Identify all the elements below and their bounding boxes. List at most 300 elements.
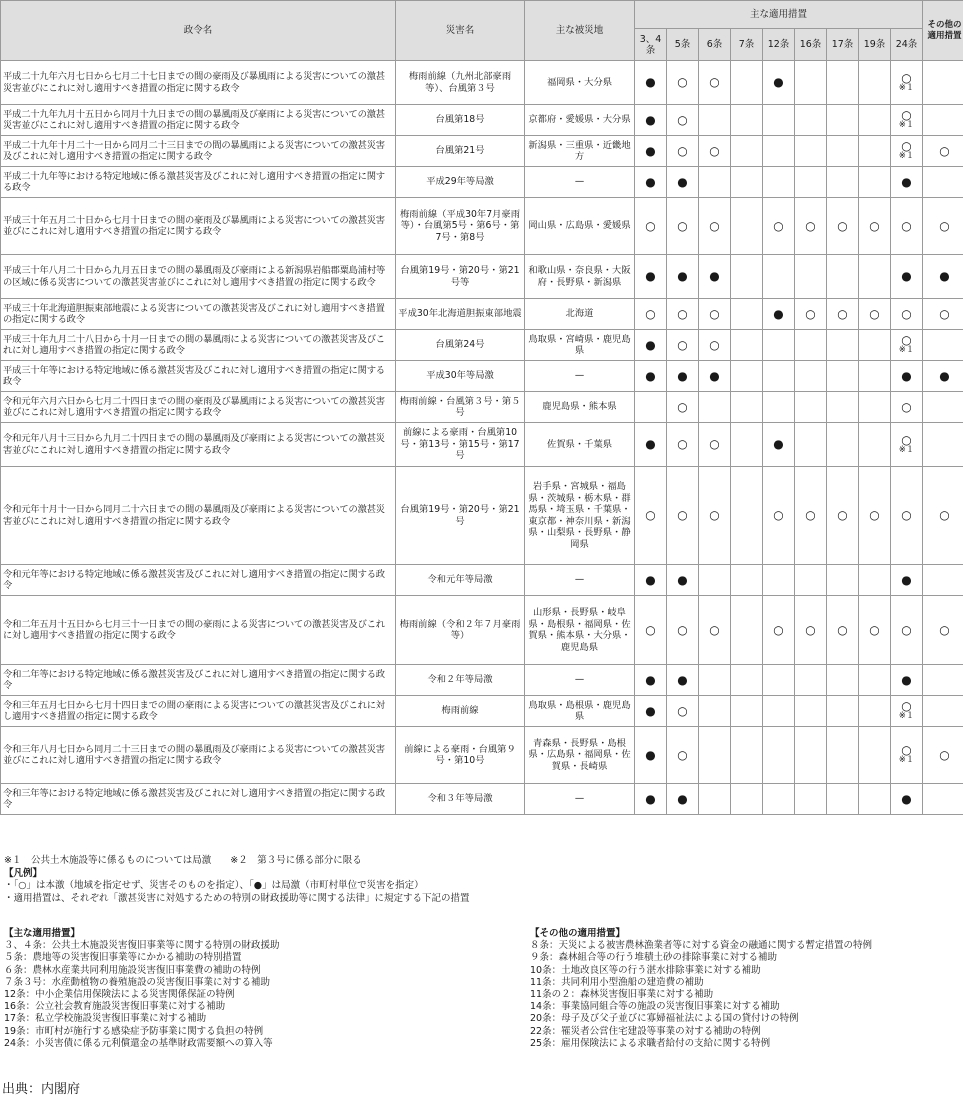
measure-symbol: ● <box>645 437 656 451</box>
measure-symbol: ○ <box>773 218 784 233</box>
measure-symbol: ● <box>677 174 688 189</box>
measure-mark <box>731 392 763 423</box>
header-article: 3、4条 <box>635 29 667 61</box>
measure-mark <box>763 105 795 136</box>
measure-symbol: ● <box>645 143 656 158</box>
measure-mark <box>667 565 699 596</box>
measure-symbol: ○ <box>901 108 912 122</box>
ordinance-name: 平成二十九年九月十五日から同月十九日までの間の暴風雨及び豪雨による災害についての激甚災害並びにこれに対し適用すべき措置の指定に関する政令 <box>1 105 396 136</box>
measure-mark <box>891 596 923 665</box>
main-measures-list <box>4 928 280 1050</box>
measure-note: ※１ <box>898 444 915 455</box>
affected-area: 佐賀県・千葉県 <box>525 423 635 467</box>
ordinance-name: 令和元年六月六日から七月二十四日までの間の豪雨及び暴風雨による災害についての激甚災害並びにこれに対し適用すべき措置の指定に関する政令 <box>1 392 396 423</box>
measure-mark <box>667 330 699 361</box>
measure-note: ※１ <box>898 82 915 93</box>
affected-area: 鳥取県・島根県・鹿児島県 <box>525 696 635 727</box>
measure-mark <box>699 727 731 784</box>
measure-mark <box>635 361 667 392</box>
ordinance-name: 平成三十年五月二十日から七月十日までの間の豪雨及び暴風雨による災害についての激甚災害並びにこれに対し適用すべき措置の指定に関する政令 <box>1 198 396 255</box>
measure-mark <box>891 105 923 136</box>
measure-mark <box>891 565 923 596</box>
measure-mark <box>731 136 763 167</box>
main-measures-title: 【主な適用措置】 <box>4 928 81 939</box>
disaster-name: 平成29年等局激 <box>396 167 525 198</box>
measure-mark <box>635 565 667 596</box>
measure-mark <box>635 392 667 423</box>
header-main-measures: 主な適用措置 <box>635 1 923 29</box>
measure-symbol: ● <box>645 269 656 283</box>
measure-item: 24条：小災害債に係る元利償還金の基準財政需要額への算入等 <box>4 1037 273 1049</box>
affected-area: 鹿児島県・熊本県 <box>525 392 635 423</box>
measure-mark <box>635 727 667 784</box>
measure-mark <box>667 423 699 467</box>
measure-note: ※１ <box>898 755 915 765</box>
header-article: 5条 <box>667 29 699 61</box>
disaster-name: 令和３年等局激 <box>396 784 525 815</box>
measure-mark <box>827 136 859 167</box>
measure-symbol: ● <box>901 174 912 189</box>
measure-mark <box>731 596 763 665</box>
other-measure-mark <box>923 467 963 565</box>
measure-symbol: ● <box>901 269 912 283</box>
measure-symbol: ○ <box>677 399 688 414</box>
measure-mark <box>763 665 795 696</box>
ordinance-name: 令和三年八月七日から同月二十三日までの間の暴風雨及び豪雨による災害についての激甚災害並びにこれに対し適用すべき措置の指定に関する政令 <box>1 727 396 784</box>
measure-mark <box>891 330 923 361</box>
disaster-name: 前線による豪雨・台風第９号・第10号 <box>396 727 525 784</box>
table-body <box>1 61 963 815</box>
measure-item: ９条：森林組合等の行う堆積土砂の排除事業に対する補助 <box>530 952 778 964</box>
measure-symbol: ● <box>645 112 656 127</box>
disaster-name: 台風第21号 <box>396 136 525 167</box>
measure-mark <box>635 467 667 565</box>
measure-mark <box>827 727 859 784</box>
measure-symbol: ○ <box>901 508 912 522</box>
other-measure-mark <box>923 596 963 665</box>
measure-symbol: ○ <box>901 333 912 347</box>
measure-symbol: ○ <box>645 218 656 233</box>
disaster-name: 梅雨前線 <box>396 696 525 727</box>
other-measure-mark <box>923 665 963 696</box>
header-article: 12条 <box>763 29 795 61</box>
measure-symbol: ○ <box>677 622 688 637</box>
measure-mark <box>891 198 923 255</box>
measure-symbol: ○ <box>901 699 912 713</box>
measure-mark <box>859 105 891 136</box>
measure-mark <box>731 361 763 392</box>
measure-mark <box>731 61 763 105</box>
measure-mark <box>795 727 827 784</box>
measure-item: 14条：事業協同組合等の施設の災害復旧事業に対する補助 <box>530 1001 780 1013</box>
header-article: 7条 <box>731 29 763 61</box>
measure-symbol: ○ <box>677 112 688 127</box>
measure-symbol: ● <box>645 75 656 89</box>
measure-item: 17条：私立学校施設災害復旧事業に対する補助 <box>4 1013 207 1025</box>
measure-mark <box>667 198 699 255</box>
measure-mark <box>667 784 699 815</box>
measure-mark <box>859 361 891 392</box>
measure-mark <box>635 596 667 665</box>
measure-mark <box>731 665 763 696</box>
table-row <box>1 423 963 467</box>
table-row <box>1 61 963 105</box>
other-measure-mark <box>923 167 963 198</box>
measure-symbol: ○ <box>837 306 848 321</box>
measure-mark <box>731 198 763 255</box>
measure-mark <box>635 167 667 198</box>
measure-symbol: ● <box>901 368 912 383</box>
measure-item: 22条：罹災者公営住宅建設等事業の対する補助の特例 <box>530 1025 761 1037</box>
measure-symbol: ○ <box>869 218 880 233</box>
table-row <box>1 105 963 136</box>
measure-mark <box>859 596 891 665</box>
other-measure-mark <box>923 361 963 392</box>
measure-mark <box>635 255 667 299</box>
measure-mark <box>731 467 763 565</box>
other-measure-mark <box>923 784 963 815</box>
ordinance-name: 令和三年等における特定地域に係る激甚災害及びこれに対し適用すべき措置の指定に関する政令 <box>1 784 396 815</box>
measure-symbol: ● <box>709 368 720 383</box>
disaster-name: 台風第19号・第20号・第21号 <box>396 467 525 565</box>
measure-mark <box>699 665 731 696</box>
measure-mark <box>859 727 891 784</box>
measure-item: 19条：市町村が施行する感染症予防事業に関する負担の特例 <box>4 1025 264 1037</box>
disaster-name: 令和元年等局激 <box>396 565 525 596</box>
measure-mark <box>699 784 731 815</box>
measure-item: 25条：雇用保険法による求職者給付の支給に関する特例 <box>530 1037 771 1049</box>
measure-item: ５条：農地等の災害復旧事業等にかかる補助の特別措置 <box>4 952 242 964</box>
measure-symbol: ● <box>645 791 656 806</box>
measure-mark <box>731 696 763 727</box>
measure-item: 16条：公立社会教育施設災害復旧事業に対する補助 <box>4 1001 226 1013</box>
measure-mark <box>763 565 795 596</box>
measure-mark <box>667 596 699 665</box>
measure-mark <box>827 299 859 330</box>
measure-mark <box>731 727 763 784</box>
disaster-name: 令和２年等局激 <box>396 665 525 696</box>
measure-symbol: ○ <box>677 306 688 321</box>
measure-symbol: ○ <box>901 139 912 153</box>
measure-symbol: ○ <box>645 622 656 637</box>
measure-symbol: ○ <box>901 622 912 637</box>
affected-area: 岩手県・宮城県・福島県・茨城県・栃木県・群馬県・埼玉県・千葉県・東京都・神奈川県・新潟県・山梨県・長野県・静岡県 <box>525 467 635 565</box>
measure-mark <box>891 727 923 784</box>
measure-symbol: ● <box>677 791 688 806</box>
measure-symbol: ● <box>677 572 688 587</box>
measure-mark <box>667 467 699 565</box>
measure-mark <box>699 596 731 665</box>
measure-mark <box>891 167 923 198</box>
measure-symbol: ○ <box>939 306 950 321</box>
other-measure-mark <box>923 105 963 136</box>
measure-note: ※１ <box>898 151 915 161</box>
measure-mark <box>827 596 859 665</box>
other-measure-mark <box>923 61 963 105</box>
measure-mark <box>763 61 795 105</box>
table-row <box>1 330 963 361</box>
header-article: 6条 <box>699 29 731 61</box>
table-row <box>1 665 963 696</box>
measure-symbol: ○ <box>901 218 912 233</box>
affected-area: 山形県・長野県・岐阜県・島根県・福岡県・佐賀県・熊本県・大分県・鹿児島県 <box>525 596 635 665</box>
table-row <box>1 136 963 167</box>
legend-item: ・「○」は本激（地域を指定せず、災害そのものを指定）、「●」は局激（市町村単位で災害を指定） <box>4 880 424 891</box>
affected-area: — <box>525 167 635 198</box>
disaster-name: 平成30年北海道胆振東部地震 <box>396 299 525 330</box>
measure-mark <box>859 330 891 361</box>
measure-mark <box>699 565 731 596</box>
affected-area: 岡山県・広島県・愛媛県 <box>525 198 635 255</box>
measure-mark <box>827 198 859 255</box>
measure-item: ３、４条：公共土木施設災害復旧事業等に関する特別の財政援助 <box>4 940 280 952</box>
measure-mark <box>827 167 859 198</box>
affected-area: 和歌山県・奈良県・大阪府・長野県・新潟県 <box>525 255 635 299</box>
measure-mark <box>763 330 795 361</box>
measure-mark <box>763 136 795 167</box>
measure-mark <box>827 105 859 136</box>
ordinance-name: 令和二年等における特定地域に係る激甚災害及びこれに対し適用すべき措置の指定に関する政令 <box>1 665 396 696</box>
other-measures-list <box>530 928 872 1050</box>
measure-mark <box>699 361 731 392</box>
measure-symbol: ○ <box>837 218 848 233</box>
measure-mark <box>635 330 667 361</box>
measure-item: 11条の２：森林災害復旧事業に対する補助 <box>530 989 714 1001</box>
measure-symbol: ● <box>939 269 950 283</box>
measure-mark <box>763 361 795 392</box>
table-row <box>1 255 963 299</box>
measure-mark <box>763 167 795 198</box>
measure-mark <box>795 423 827 467</box>
measure-symbol: ● <box>709 269 720 283</box>
measure-mark <box>763 392 795 423</box>
measure-mark <box>763 255 795 299</box>
other-measure-mark <box>923 423 963 467</box>
measure-mark <box>731 167 763 198</box>
measure-mark <box>699 255 731 299</box>
measure-mark <box>859 423 891 467</box>
measure-symbol: ○ <box>677 337 688 352</box>
measure-symbol: ● <box>901 791 912 806</box>
ordinance-name: 平成三十年北海道胆振東部地震による災害についての激甚災害及びこれに対し適用すべき措置の指定に関する政令 <box>1 299 396 330</box>
measure-mark <box>635 198 667 255</box>
measure-mark <box>795 565 827 596</box>
measure-mark <box>795 330 827 361</box>
affected-area: — <box>525 361 635 392</box>
measure-symbol: ○ <box>939 747 950 762</box>
measure-mark <box>859 61 891 105</box>
measure-mark <box>891 361 923 392</box>
measure-mark <box>827 361 859 392</box>
measure-mark <box>763 423 795 467</box>
measure-symbol: ○ <box>709 508 720 522</box>
other-measure-mark <box>923 255 963 299</box>
measure-mark <box>827 392 859 423</box>
ordinance-name: 平成三十年九月二十八日から十月一日までの間の暴風雨による災害についての激甚災害及びこれに対し適用すべき措置の指定に関する政令 <box>1 330 396 361</box>
table-row <box>1 361 963 392</box>
measure-mark <box>827 255 859 299</box>
measure-mark <box>859 136 891 167</box>
measure-symbol: ○ <box>677 75 688 89</box>
measure-mark <box>763 198 795 255</box>
measure-symbol: ● <box>939 368 950 383</box>
measure-mark <box>667 696 699 727</box>
measure-mark <box>859 167 891 198</box>
measure-item: ７条３号：水産動植物の養殖施設の災害復旧事業に対する補助 <box>4 976 271 988</box>
measure-mark <box>795 392 827 423</box>
measure-symbol: ○ <box>805 622 816 637</box>
measure-mark <box>731 255 763 299</box>
disaster-name: 梅雨前線・台風第３号・第５号 <box>396 392 525 423</box>
other-measure-mark <box>923 330 963 361</box>
header-article: 19条 <box>859 29 891 61</box>
measure-mark <box>763 696 795 727</box>
measure-mark <box>699 105 731 136</box>
measure-symbol: ○ <box>939 622 950 637</box>
measure-symbol: ● <box>773 75 784 89</box>
measure-mark <box>795 361 827 392</box>
measure-mark <box>699 467 731 565</box>
measure-symbol: ○ <box>677 437 688 451</box>
table-row <box>1 565 963 596</box>
measure-mark <box>891 255 923 299</box>
table-row <box>1 167 963 198</box>
measure-mark <box>763 467 795 565</box>
measure-mark <box>859 299 891 330</box>
measure-item: ８条：天災による被害農林漁業者等に対する資金の融通に関する暫定措置の特例 <box>530 940 873 952</box>
measure-symbol: ○ <box>773 622 784 637</box>
other-measure-mark <box>923 136 963 167</box>
affected-area: 京都府・愛媛県・大分県 <box>525 105 635 136</box>
measure-mark <box>859 665 891 696</box>
header-name: 政令名 <box>1 1 396 61</box>
legend-item: ・適用措置は、それぞれ「激甚災害に対処するための特別の財政援助等に関する法律」に規定する下記の措置 <box>4 892 470 904</box>
measure-symbol: ○ <box>837 508 848 522</box>
measure-symbol: ○ <box>869 306 880 321</box>
measure-note: ※１ <box>898 120 915 130</box>
measure-symbol: ● <box>645 672 656 687</box>
header-disaster: 災害名 <box>396 1 525 61</box>
measure-mark <box>699 167 731 198</box>
table-row <box>1 392 963 423</box>
measure-symbol: ● <box>677 368 688 383</box>
measure-mark <box>795 467 827 565</box>
header-article: 16条 <box>795 29 827 61</box>
measure-mark <box>731 105 763 136</box>
measure-symbol: ● <box>645 368 656 383</box>
measure-mark <box>795 784 827 815</box>
measure-symbol: ○ <box>939 508 950 522</box>
measure-symbol: ○ <box>709 437 720 451</box>
measure-mark <box>795 596 827 665</box>
measure-symbol: ○ <box>677 143 688 158</box>
disaster-name: 台風第19号・第20号・第21号等 <box>396 255 525 299</box>
measure-item: 12条：中小企業信用保険法による災害関係保証の特例 <box>4 989 235 1001</box>
measure-mark <box>859 565 891 596</box>
measure-mark <box>667 727 699 784</box>
header-article: 24条 <box>891 29 923 61</box>
affected-area: 新潟県・三重県・近畿地方 <box>525 136 635 167</box>
measure-symbol: ● <box>645 572 656 587</box>
measure-mark <box>795 136 827 167</box>
measure-mark <box>699 696 731 727</box>
measure-mark <box>859 696 891 727</box>
ordinance-name: 令和三年五月七日から七月十四日までの間の豪雨による災害についての激甚災害及びこれに対し適用すべき措置の指定に関する政令 <box>1 696 396 727</box>
disaster-name: 平成30年等局激 <box>396 361 525 392</box>
measure-mark <box>667 167 699 198</box>
measure-symbol: ○ <box>709 306 720 321</box>
measure-mark <box>731 299 763 330</box>
measure-mark <box>827 330 859 361</box>
measure-mark <box>635 136 667 167</box>
measure-symbol: ● <box>645 703 656 718</box>
other-measure-mark <box>923 299 963 330</box>
measure-symbol: ● <box>645 747 656 762</box>
measure-note: ※１ <box>898 711 915 721</box>
measure-mark <box>635 61 667 105</box>
measure-mark <box>731 565 763 596</box>
measure-mark <box>763 727 795 784</box>
measure-mark <box>827 665 859 696</box>
measure-mark <box>763 596 795 665</box>
legend-title: 【凡例】 <box>4 867 43 879</box>
measure-mark <box>891 392 923 423</box>
measure-mark <box>699 299 731 330</box>
measure-mark <box>763 299 795 330</box>
ordinance-name: 令和元年八月十三日から九月二十四日までの間の暴風雨及び豪雨による災害についての激甚災害並びにこれに対し適用すべき措置の指定に関する政令 <box>1 423 396 467</box>
measure-item: ６条：農林水産業共同利用施設災害復旧事業費の補助の特例 <box>4 964 261 976</box>
measure-symbol: ● <box>677 269 688 283</box>
measure-note: ※１ <box>898 345 915 355</box>
disaster-name: 台風第24号 <box>396 330 525 361</box>
measure-mark <box>795 299 827 330</box>
affected-area: 鳥取県・宮崎県・鹿児島県 <box>525 330 635 361</box>
measure-symbol: ○ <box>901 70 912 85</box>
measure-mark <box>667 299 699 330</box>
measure-mark <box>795 105 827 136</box>
measure-symbol: ● <box>901 572 912 587</box>
measure-mark <box>635 423 667 467</box>
measure-mark <box>699 330 731 361</box>
measure-symbol: ○ <box>901 743 912 757</box>
measure-mark <box>827 423 859 467</box>
measure-mark <box>859 198 891 255</box>
measure-symbol: ○ <box>869 622 880 637</box>
affected-area: 福岡県・大分県 <box>525 61 635 105</box>
table-row <box>1 596 963 665</box>
measure-symbol: ● <box>677 672 688 687</box>
table-row <box>1 467 963 565</box>
measure-mark <box>635 696 667 727</box>
measure-symbol: ○ <box>901 306 912 321</box>
measure-mark <box>891 423 923 467</box>
footnote: ※１ 公共土木施設等に係るものについては局激 ※２ 第３号に係る部分に限る <box>4 855 362 866</box>
measure-symbol: ○ <box>939 143 950 158</box>
affected-area: 北海道 <box>525 299 635 330</box>
measure-symbol: ● <box>773 437 784 451</box>
affected-area: 青森県・長野県・島根県・広島県・福岡県・佐賀県・長崎県 <box>525 727 635 784</box>
measure-mark <box>795 198 827 255</box>
measure-mark <box>859 784 891 815</box>
measure-symbol: ○ <box>677 703 688 718</box>
disaster-name: 梅雨前線（九州北部豪雨等）、台風第３号 <box>396 61 525 105</box>
measure-symbol: ○ <box>773 508 784 522</box>
measure-mark <box>827 467 859 565</box>
measure-symbol: ○ <box>869 508 880 522</box>
measure-mark <box>699 136 731 167</box>
measure-symbol: ○ <box>805 306 816 321</box>
other-measure-mark <box>923 392 963 423</box>
